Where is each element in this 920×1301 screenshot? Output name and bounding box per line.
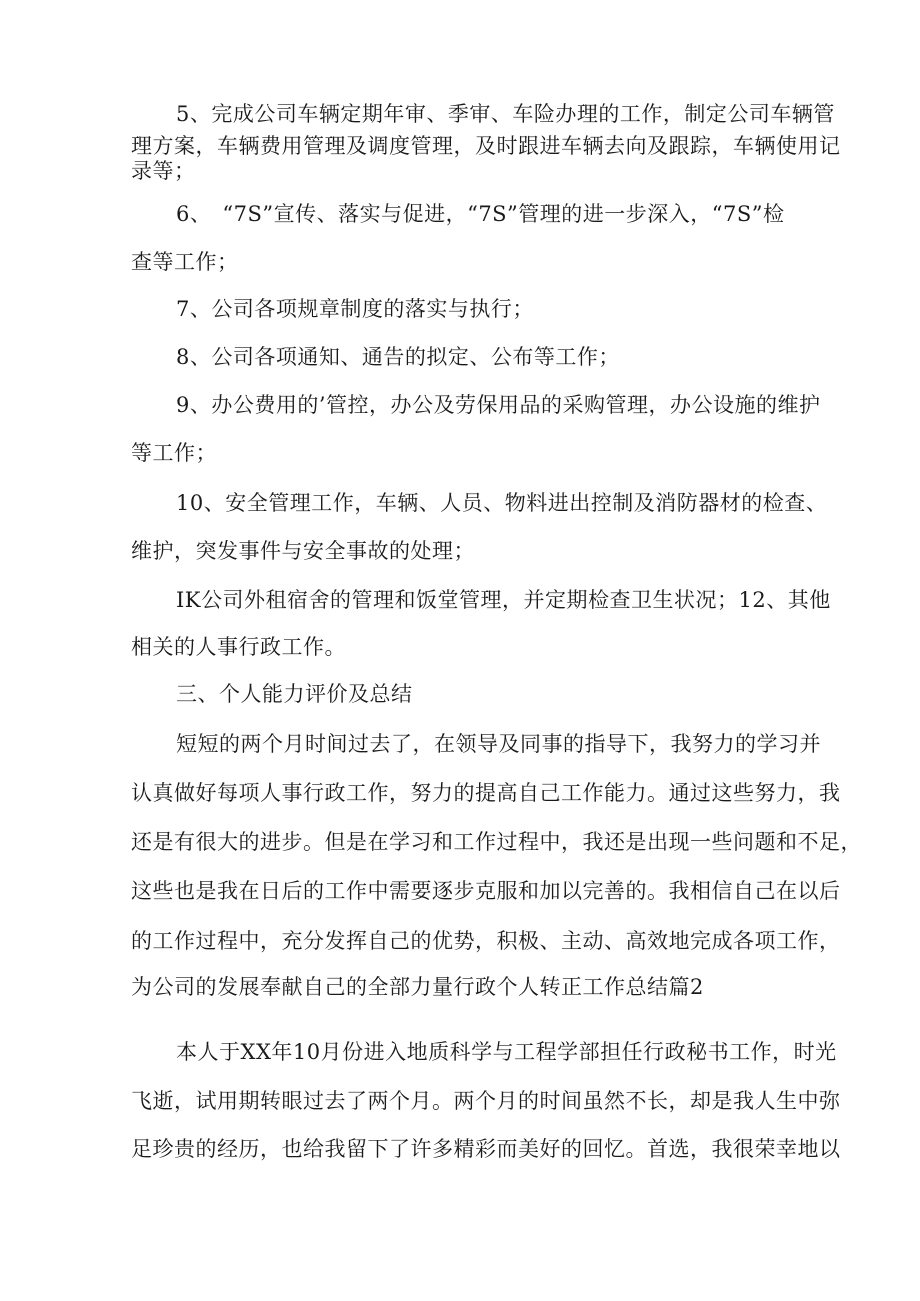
part2-line-1: 本人于XX年10月份进入地质科学与工程学部担任行政秘书工作，时光 [176, 1040, 837, 1064]
item-6-line-2: 查等工作； [131, 250, 239, 274]
item-8-line-1: 8、公司各项通知、通告的拟定、公布等工作； [176, 345, 620, 369]
item-5-line-2: 理方案，车辆费用管理及调度管理，及时跟进车辆去向及跟踪，车辆使用记 [131, 134, 841, 158]
item-9-line-2: 等工作； [131, 441, 217, 465]
summary-line-6: 为公司的发展奉献自己的全部力量行政个人转正工作总结篇2 [131, 975, 704, 999]
summary-line-1: 短短的两个月时间过去了，在领导及同事的指导下，我努力的学习并 [176, 732, 821, 756]
part2-line-3: 足珍贵的经历，也给我留下了许多精彩而美好的回忆。首选，我很荣幸地以 [131, 1137, 841, 1161]
item-11-line-2: 相关的人事行政工作。 [131, 635, 346, 659]
item-11-line-1: IK公司外租宿舍的管理和饭堂管理，并定期检查卫生状况；12、其他 [176, 588, 831, 612]
item-5-line-1: 5、完成公司车辆定期年审、季审、车险办理的工作，制定公司车辆管 [176, 102, 835, 126]
section-3-heading: 三、个人能力评价及总结 [176, 682, 413, 706]
item-5-line-3: 录等； [131, 159, 196, 183]
summary-line-3: 还是有很大的进步。但是在学习和工作过程中，我还是出现一些问题和不足， [131, 830, 862, 854]
summary-line-4: 这些也是我在日后的工作中需要逐步克服和加以完善的。我相信自己在以后 [131, 879, 841, 903]
item-7-line-1: 7、公司各项规章制度的落实与执行； [176, 297, 534, 321]
part2-line-2: 飞逝，试用期转眼过去了两个月。两个月的时间虽然不长，却是我人生中弥 [131, 1089, 841, 1113]
summary-line-5: 的工作过程中，充分发挥自己的优势，积极、主动、高效地完成各项工作， [131, 929, 841, 953]
item-10-line-1: 10、安全管理工作，车辆、人员、物料进出控制及消防器材的检查、 [176, 491, 828, 515]
item-10-line-2: 维护，突发事件与安全事故的处理； [131, 539, 475, 563]
item-9-line-1: 9、办公费用的’管控，办公及劳保用品的采购管理，办公设施的维护 [176, 393, 821, 417]
item-6-line-1: 6、 “7S”宣传、落实与促进，“7S”管理的进一步深入，“7S”检 [176, 202, 785, 226]
summary-line-2: 认真做好每项人事行政工作，努力的提高自己工作能力。通过这些努力，我 [131, 781, 841, 805]
